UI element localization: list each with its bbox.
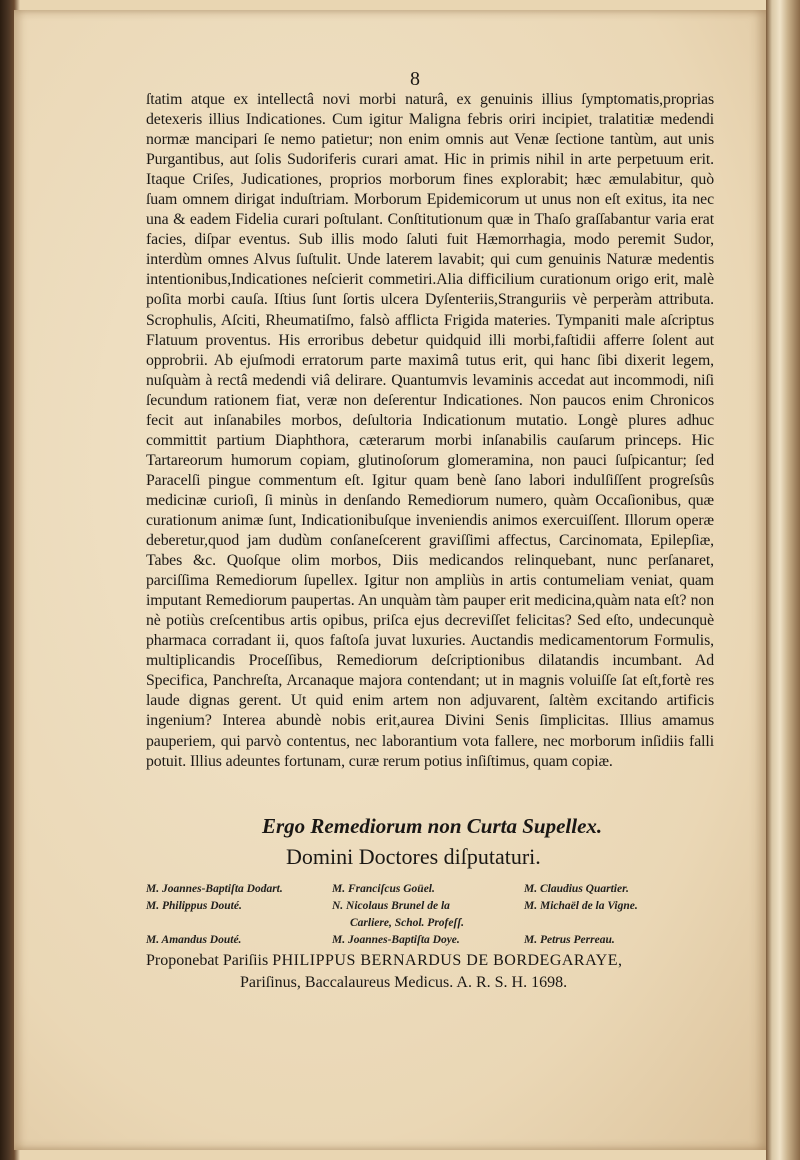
name-entry: M. Philippus Douté. [146, 900, 242, 912]
names-list [146, 883, 716, 953]
proponebat-line-2: Pariſinus, Baccalaureus Medicus. A. R. S. H. 1698. [240, 974, 568, 991]
name-entry: M. Claudius Quartier. [524, 883, 629, 895]
name-entry: M. Petrus Perreau. [524, 934, 615, 946]
name-entry: M. Joannes-Baptiſta Doye. [332, 934, 460, 946]
proponebat-line-1 [146, 950, 716, 972]
book-edge [766, 0, 800, 1160]
page-number: 8 [410, 68, 420, 90]
name-entry: M. Joannes-Baptiſta Dodart. [146, 883, 283, 895]
proponent-name: PHILIPPUS BERNARDUS DE BORDEGARAYE, [272, 952, 623, 969]
body-paragraph: ſtatim atque ex intellectâ novi morbi naturâ, ex genuinis illius ſymptomatis,proprias detexeris illius Indicationes. Cum igitur Maligna febris oriri incipiet, tralatitiæ medendi normæ mancipari ſe nemo patietur; non enim omnis aut Venæ ſectione tantùm, aut unis Purgantibus, aut ſolis Sudoriferis curari amat. Hic in primis nihil in arte perpetuum erit. Itaque Criſes, Judicationes, proprios morborum fines explorabit; hæc æmulabitur, quò ſuam omnem dirigat induſtriam. Morborum Epidemicorum ut unus non eſt exitus, ita nec una & eadem Fidelia curari poſtulant. Conſtitutionum quæ in Thaſo graſſabantur varia erat facies, diſpar eventus. Sub illis modo ſaluti fuit Hæmorrhagia, modo peremit Sudor, interdùm omnes Alvus ſuſtulit. Unde laterem lavabit; qui cum genuinis Naturæ medentis intentionibus,Indicationes neſcierit commetiri.Alia difficilium curationum origo erit, malè poſita morbi cauſa. Iſtius ſunt ſortis ulcera Dyſenteriis,Stranguriis vè perperàm attributa. Scrophulis, Aſciti, Rheumatiſmo, falsò afflicta Frigida materies. Tympaniti male aſcriptus Flatuum proventus. His erroribus debetur quidquid illi morbi,faſtidii afferre ſolent aut opprobrii. Ab ejuſmodi erratorum parte maximâ tutus erit, qui hanc ſibi dixerit legem, nuſquàm à rectâ medendi viâ delirare. Quantumvis levaminis accedat aut incommodi, niſi ſecundum rationem fiat, veræ non deſerentur Indicationes. Non paucos enim Chronicos fecit aut inſanabiles morbos, deſultoria Indicationum mutatio. Longè plures adhuc committit partium Diaphthora, cæterarum morbi inſanabilis cauſarum princeps. Hic Tartareorum humorum copiam, glutinoſorum glomeramina, non pauci ſuſpicantur; ſed Paracelſi pingue commentum eſt. Igitur quam benè ſano labori indulſiſſent progreſsûs medicinæ curioſi, ſi minùs in denſando Remediorum numero, quàm Occaſionibus, quæ curationum animæ ſunt, Indicationibuſque inveniendis animos exercuiſſent. Illorum operæ deberetur,quod jam dudùm conſaneſcerent graviſſimi affectus, Carcinomata, Epilepſiæ, Tabes &c. Quoſque olim morbos, Diis medicandos relinquebant, nunc perſanaret, parciſſima Remediorum ſupellex. Igitur non ampliùs in artis contumeliam veniat, quam imputant Remediorum paupertas. An unquàm tàm pauper erit medicina,quàm nata eſt? non nè potiùs creſcentibus artis opibus, priſca ejus decreviſſet felicitas? Sed eſto, undecunquè pharmaca corradant ii, quos faſtoſa juvat luxuries. Auctandis medicamentorum Formulis, multiplicandis Proceſſibus, Remediorum deſcriptionibus dilatandis incumbant. Ad Specifica, Panchreſta, Arcanaque majora contendant; ut in magnis voluiſſe ſat eſt,fortè res laude dignas gerent. Ut quid enim artem non adjuvarent, ſaltèm excitando artificis ingenium? Interea abundè nobis erit,aurea Divini Senis ſimplicitas. Illius amamus pauperiem, qui parvò contentus, nec laborantium vota fallere, nec morborum inſidiis falli potuit. Illius adeuntes fortunam, curæ rerum potius inſiſtimus, quam copiæ. [146, 91, 714, 770]
name-entry: Carliere, Schol. Profeſſ. [350, 917, 465, 929]
conclusion-line: Ergo Remediorum non Curta Supellex. [262, 814, 603, 838]
name-entry: M. Franciſcus Goüel. [332, 883, 435, 895]
name-entry: M. Michaël de la Vigne. [524, 900, 638, 912]
proponebat-prefix: Proponebat Pariſiis [146, 952, 269, 969]
name-entry: M. Amandus Douté. [146, 934, 242, 946]
body-text [146, 90, 714, 772]
proponebat-block [146, 950, 716, 994]
name-entry: N. Nicolaus Brunel de la [332, 900, 450, 912]
disputers-heading: Domini Doctores diſputaturi. [286, 844, 541, 869]
